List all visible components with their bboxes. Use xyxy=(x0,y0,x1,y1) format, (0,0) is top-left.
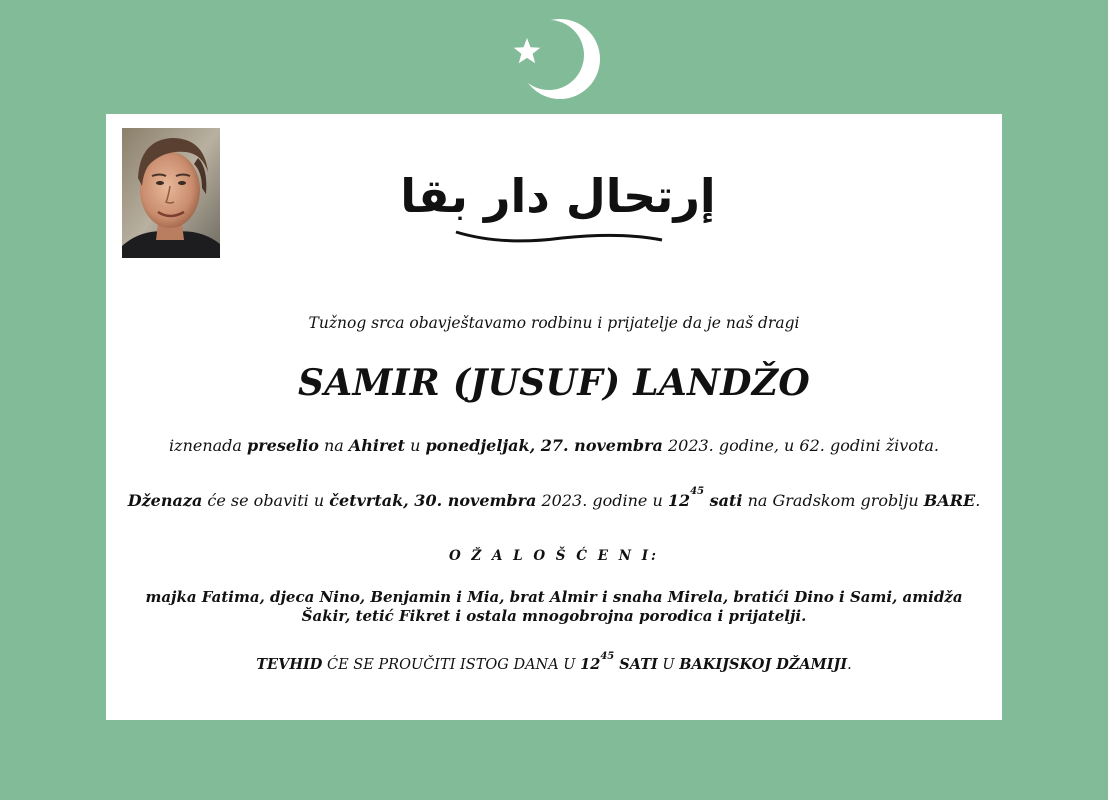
funeral-announcement: Dženaza će se obaviti u četvrtak, 30. novembra 2023. godine u $12^{45}$ sati na Gradskom groblju BARE. xyxy=(127,486,981,510)
obituary-card xyxy=(106,114,1002,720)
intro-text: Tužnog srca obavještavamo rodbinu i prijatelje da je naš dragi xyxy=(308,314,800,332)
calligraphy-heading xyxy=(400,134,716,250)
crescent-star-icon xyxy=(505,12,605,104)
deceased-name: SAMIR (JUSUF) LANDŽO xyxy=(297,362,811,404)
mourners-line-2: Šakir, tetić Fikret i ostala mnogobrojna porodica i prijatelji. xyxy=(301,607,807,625)
passing-announcement: iznenada preselio na Ahiret u ponedjeljak, 27. novembra 2023. godine, u 62. godini života. xyxy=(169,436,939,455)
portrait-photo xyxy=(122,128,220,258)
mourners-heading: O Ž A L O Š Ć E N I: xyxy=(448,548,660,564)
mourners-list xyxy=(106,588,1002,626)
tevhid-announcement: TEVHID ĆE SE PROUČITI ISTOG DANA U $12^{45}$ SATI U BAKIJSKOJ DŽAMIJI. xyxy=(256,651,852,673)
mourners-line-1: majka Fatima, djeca Nino, Benjamin i Mia, brat Almir i snaha Mirela, bratići Dino i Sami, amidža xyxy=(145,588,963,606)
calligraphy-text: إرتحال دار بقا xyxy=(400,169,716,223)
